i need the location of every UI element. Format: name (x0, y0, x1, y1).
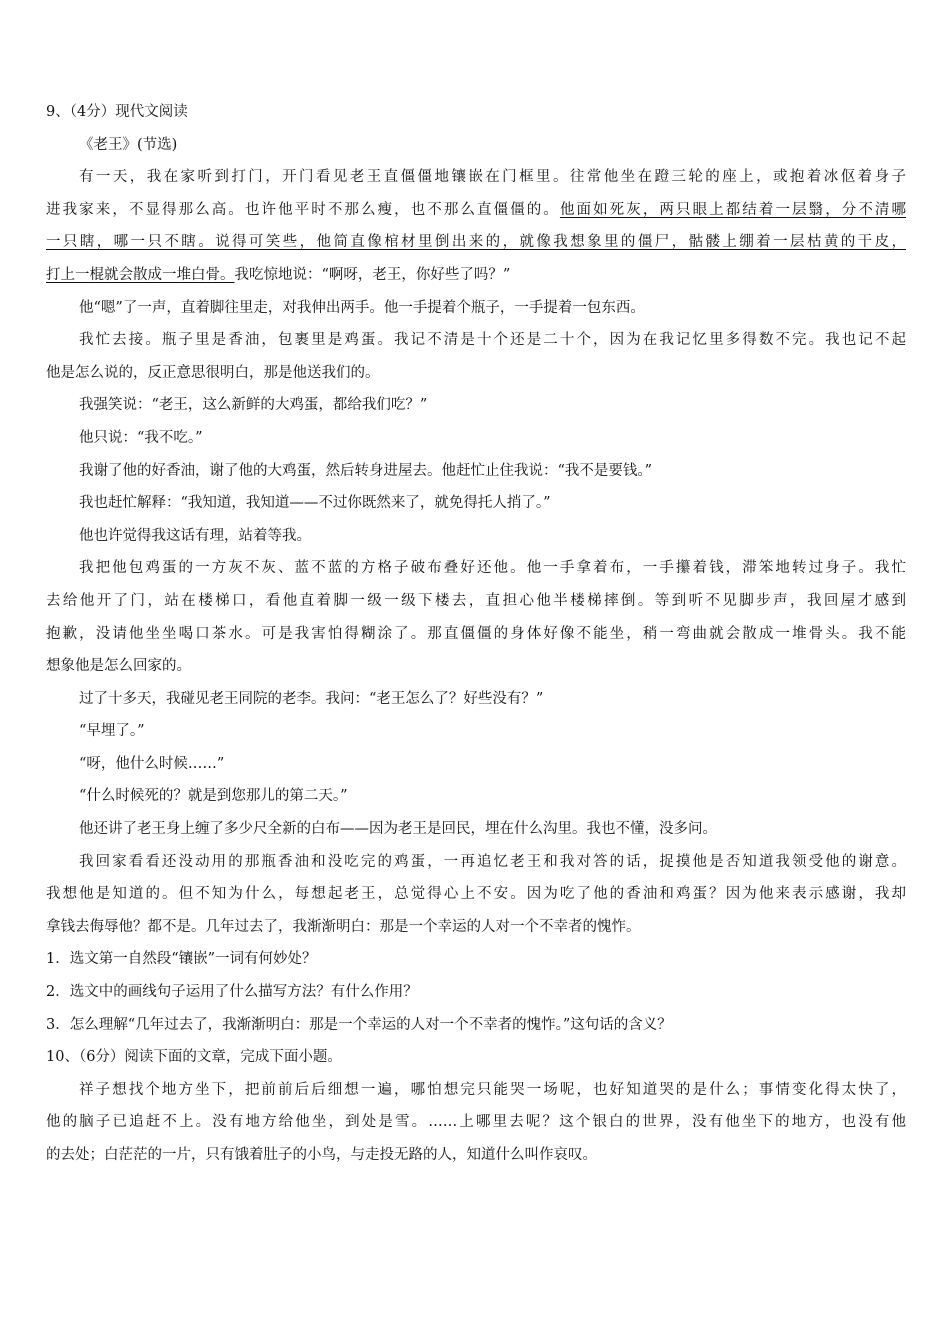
question-3: 3．怎么理解“几年过去了，我渐渐明白：那是一个幸运的人对一个不幸者的愧怍。”这句话的含义？ (46, 1016, 672, 1033)
text-line: 想象他是怎么回家的。 (46, 658, 191, 675)
text-line: 我忙去接。瓶子里是香油，包裹里是鸡蛋。我记不清是十个还是二十个，因为在我记忆里多得数不完。我也记不起 (79, 332, 906, 349)
paragraph-5: 他只说：“我不吃。” (79, 429, 203, 446)
text-line (46, 194, 906, 227)
paragraph-12: “呀，他什么时候……” (79, 755, 225, 772)
paragraph-4: 我强笑说：“老王，这么新鲜的大鸡蛋，都给我们吃？” (79, 397, 428, 414)
text-line: 祥子想找个地方坐下，把前前后后细想一遍，哪怕想完只能哭一场呢，也好知道哭的是什么；事情变化得太快了， (79, 1081, 906, 1098)
underlined-sentence: 一只瞎，哪一只不瞎。说得可笑些，他简直像棺材里倒出来的，就像我想象里的僵尸，骷髅上绷着一层枯黄的干皮， (46, 234, 906, 251)
q10-paragraph-1 (46, 1074, 906, 1172)
text-line: 我想他是知道的。但不知为什么，每想起老王，总觉得心上不安。因为吃了他的香油和鸡蛋？因为他来表示感谢，我却 (46, 886, 906, 903)
paragraph-11: “早埋了。” (79, 723, 145, 740)
text-line: 有一天，我在家听到打门，开门看见老王直僵僵地镶嵌在门框里。往常他坐在蹬三轮的座上，或抱着冰伛着身子 (79, 169, 906, 186)
text-line: 拿钱去侮辱他？都不是。几年过去了，我渐渐明白：那是一个幸运的人对一个不幸者的愧怍。 (46, 918, 641, 935)
paragraph-15 (46, 846, 906, 944)
paragraph-3 (46, 324, 906, 389)
paragraph-1 (46, 161, 906, 291)
question-10-header: 10、（6分）阅读下面的文章，完成下面小题。 (46, 1049, 342, 1066)
underlined-sentence: 打上一棍就会散成一堆白骨。 (46, 266, 235, 283)
text-line: 他是怎么说的，反正意思很明白，那是他送我们的。 (46, 364, 380, 381)
text-segment: 进我家来，不显得那么高。也许他平时不那么瘦，也不那么直僵僵的。 (46, 201, 560, 218)
paragraph-14: 他还讲了老王身上缠了多少尺全新的白布——因为老王是回民，埋在什么沟里。我也不懂，没多问。 (79, 821, 717, 838)
question-1: 1．选文第一自然段“镶嵌”一词有何妙处？ (46, 951, 317, 968)
text-line: 去给他开了门，站在楼梯口，看他直着脚一级一级下楼去，直担心他半楼梯摔倒。等到听不见脚步声，我回屋才感到 (46, 592, 906, 609)
paragraph-8: 他也许觉得我这话有理，站着等我。 (79, 527, 311, 544)
paragraph-10: 过了十多天，我碰见老王同院的老李。我问：“老王怎么了？好些没有？” (79, 690, 544, 707)
text-line: 他的脑子已追赶不上。没有地方给他坐，到处是雪。……上哪里去呢？这个银白的世界，没有他坐下的地方，也没有他 (46, 1114, 906, 1131)
paragraph-6: 我谢了他的好香油，谢了他的大鸡蛋，然后转身进屋去。他赶忙止住我说：“我不是要钱。” (79, 462, 653, 479)
text-line: 我回家看看还没动用的那瓶香油和没吃完的鸡蛋，一再追忆老王和我对答的话，捉摸他是否知道我领受他的谢意。 (79, 853, 906, 870)
paragraph-2: 他“嗯”了一声，直着脚往里走，对我伸出两手。他一手提着个瓶子，一手提着一包东西。 (79, 299, 645, 316)
question-2: 2．选文中的画线句子运用了什么描写方法？有什么作用？ (46, 984, 418, 1001)
underlined-sentence: 他面如死灰，两只眼上都结着一层翳，分不清哪 (559, 201, 907, 218)
text-line: 抱歉，没请他坐坐喝口茶水。可是我害怕得糊涂了。那直僵僵的身体好像不能坐，稍一弯曲就会散成一堆骨头。我不能 (46, 625, 906, 642)
text-line: 我把他包鸡蛋的一方灰不灰、蓝不蓝的方格子破布叠好还他。他一手拿着布，一手攥着钱，滞笨地转过身子。我忙 (79, 560, 906, 577)
document-page (46, 96, 906, 1172)
paragraph-7: 我也赶忙解释：“我知道，我知道——不过你既然来了，就免得托人捎了。” (79, 495, 551, 512)
text-segment: 我吃惊地说：“啊呀，老王，你好些了吗？” (234, 266, 511, 283)
passage-title: 《老王》(节选) (79, 136, 178, 153)
paragraph-9 (46, 552, 906, 682)
text-line: 的去处；白茫茫的一片，只有饿着肚子的小鸟，与走投无路的人，知道什么叫作哀叹。 (46, 1147, 597, 1163)
question-9-header: 9、（4分）现代文阅读 (46, 104, 188, 120)
paragraph-13: “什么时候死的？就是到您那儿的第二天。” (79, 788, 348, 805)
text-line (46, 259, 906, 292)
